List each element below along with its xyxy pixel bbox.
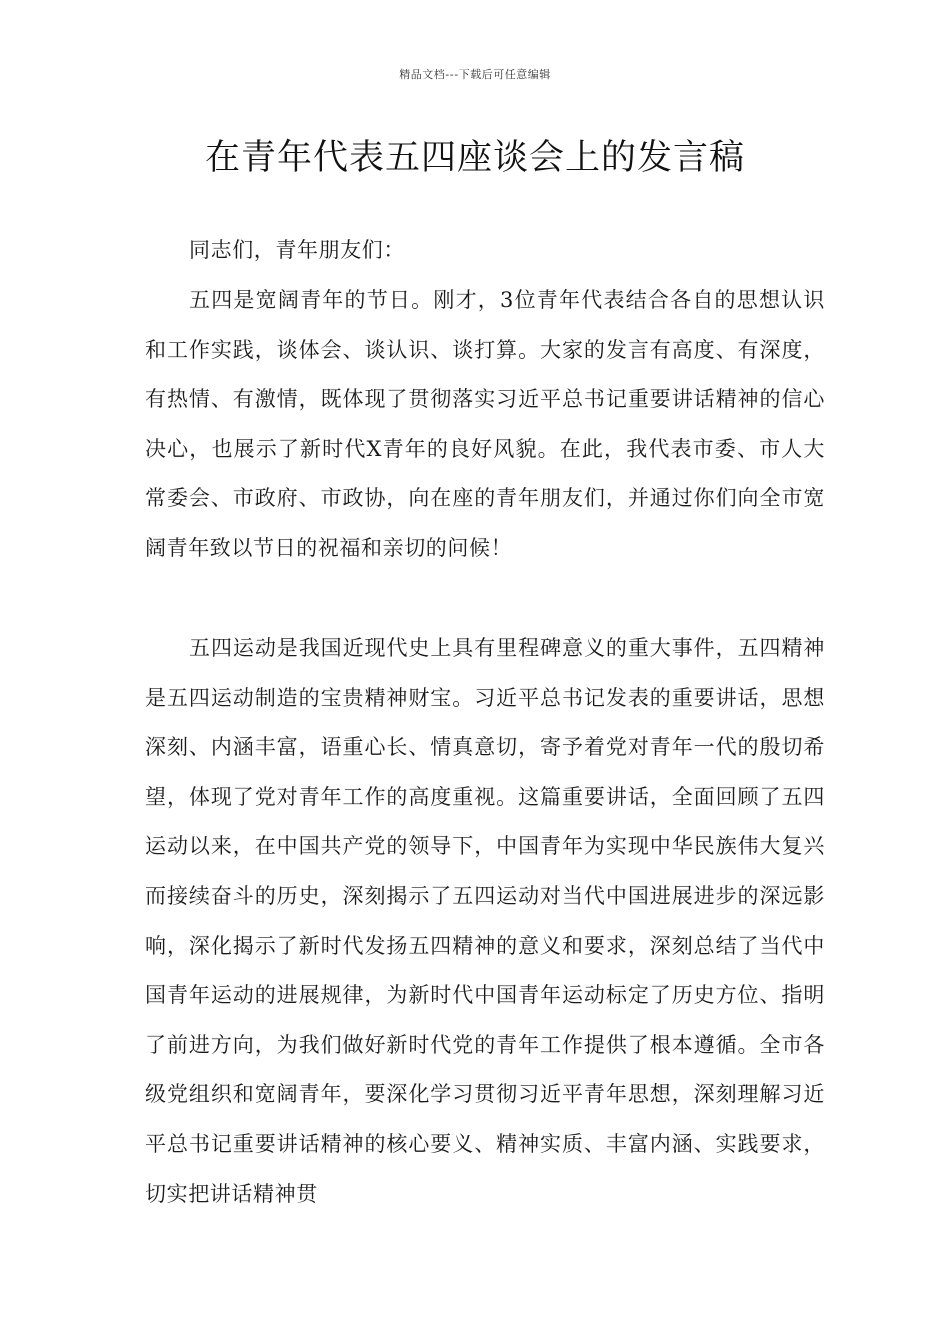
salutation: 同志们，青年朋友们： <box>189 238 405 262</box>
page-header-note: 精品文档---下载后可任意编辑 <box>399 68 551 81</box>
document-title: 在青年代表五四座谈会上的发言稿 <box>204 138 745 178</box>
paragraph: 五四运动是我国近现代史上具有里程碑意义的重大事件，五四精神是五四运动制造的宝贵精神财宝。习近平总书记发表的重要讲话，思想深刻、内涵丰富，语重心长、情真意切，寄予着党对青年一代的殷切希望，体现了党对青年工作的高度重视。这篇重要讲话，全面回顾了五四运动以来，在中国共产党的领导下，中国青年为实现中华民族伟大复兴而接续奋斗的历史，深刻揭示了五四运动对当代中国进展进步的深远影响，深化揭示了新时代发扬五四精神的意义和要求，深刻总结了当代中国青年运动的进展规律，为新时代中国青年运动标定了历史方位、指明了前进方向，为我们做好新时代党的青年工作提供了根本遵循。全市各级党组织和宽阔青年，要深化学习贯彻习近平青年思想，深刻理解习近平总书记重要讲话精神的核心要义、精神实质、丰富内涵、实践要求，切实把讲话精神贯 <box>145 636 825 1206</box>
paragraph-1-container <box>145 276 825 574</box>
paragraph: 五四是宽阔青年的节日。刚才，3位青年代表结合各自的思想认识和工作实践，谈体会、谈认识、谈打算。大家的发言有高度、有深度，有热情、有激情，既体现了贯彻落实习近平总书记重要讲话精神的信心决心，也展示了新时代X青年的良好风貌。在此，我代表市委、市人大常委会、市政府、市政协，向在座的青年朋友们，并通过你们向全市宽阔青年致以节日的祝福和亲切的问候！ <box>145 288 825 560</box>
paragraph-2-container <box>145 624 825 1219</box>
